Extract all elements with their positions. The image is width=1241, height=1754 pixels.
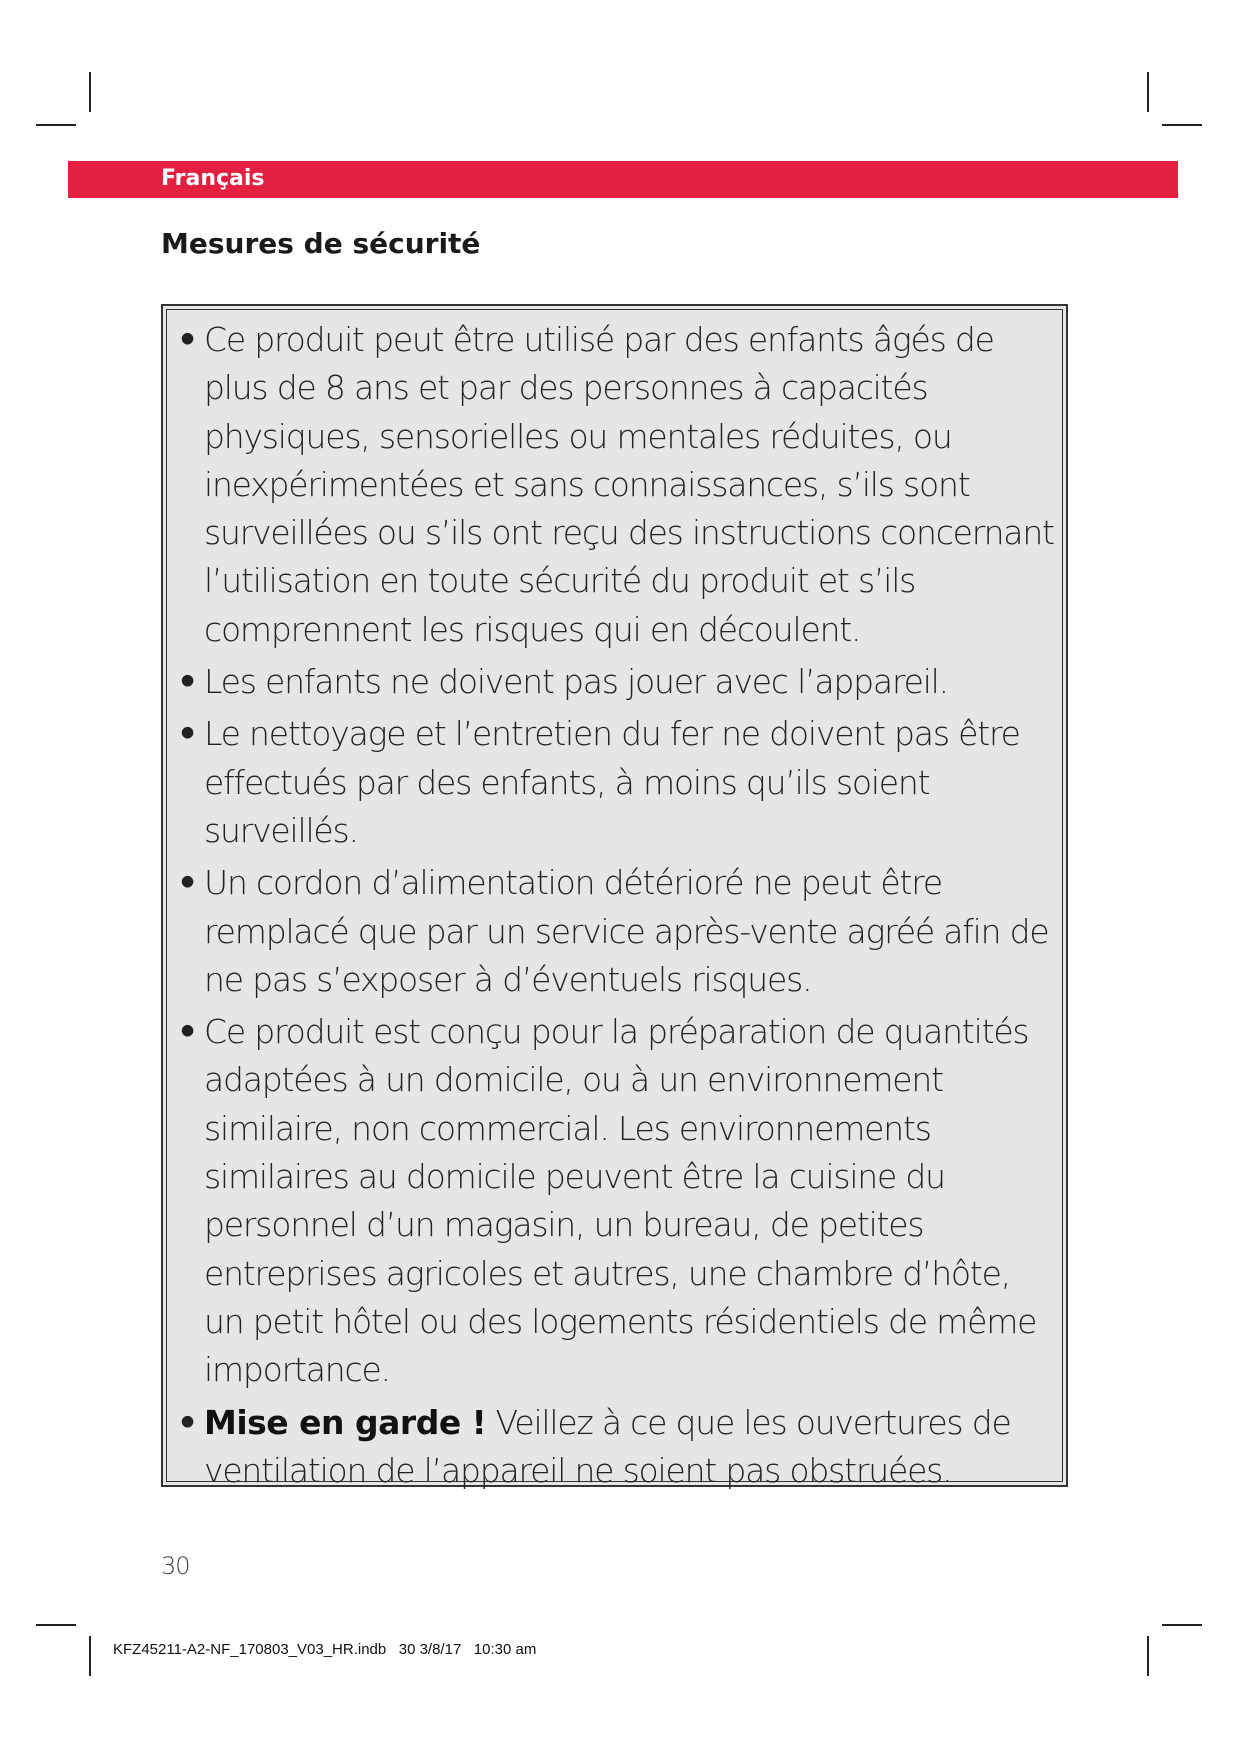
language-label: Français [161,166,265,191]
item-text: Ce produit peut être utilisé par des enfants âgés de plus de 8 ans et par des personnes à capacités physiques, sensorielles ou mentales réduites, ou inexpérimentées et sans connaissances, s’ils sont surveillées ou s’ils ont reçu des instructions concernant l’utilisation en toute sécurité du produit et s’ils comprennent les risques qui en découlent. [204,320,1054,649]
bullet-icon: • [177,1402,197,1442]
crop-mark [1147,1636,1149,1676]
crop-mark [1162,124,1202,126]
list-item [177,658,1057,706]
crop-mark [89,72,91,112]
bullet-icon: • [177,662,197,702]
bullet-icon: • [177,320,197,359]
list-item [177,710,1057,855]
list-item [177,316,1057,654]
warning-lead: Mise en garde ! [204,1402,487,1442]
section-title: Mesures de sécurité [161,227,481,260]
safety-notice-box [161,304,1068,1490]
bullet-icon: • [177,714,197,754]
item-text: Veillez à ce que les ouvertures de ventilation de l’appareil ne soient pas obstruées. [204,1402,1011,1490]
list-item [177,1399,1057,1496]
item-text: Un cordon d’alimentation détérioré ne peut être remplacé que par un service après-vente agréé afin de ne pas s’exposer à d’éventuels risques. [204,863,1049,999]
item-text: Les enfants ne doivent pas jouer avec l’appareil. [204,662,948,702]
bullet-icon: • [177,1012,197,1052]
list-item [177,859,1057,1004]
language-bar [68,161,1178,198]
bullet-icon: • [177,863,197,903]
page-number: 30 [161,1552,190,1580]
crop-mark [36,1624,76,1626]
list-item [177,1008,1057,1394]
item-text: Le nettoyage et l’entretien du fer ne doivent pas être effectués par des enfants, à moins qu’ils soient surveillés. [204,714,1020,850]
crop-mark [36,124,76,126]
item-text: Ce produit est conçu pour la préparation de quantités adaptées à un domicile, ou à un environnement similaire, non commercial. Les environnements similaires au domicile peuvent être la cuisine du personnel d’un magasin, un bureau, de petites entreprises agricoles et autres, une chambre d’hôte, un petit hôtel ou des logements résidentiels de même importance. [204,1012,1037,1390]
crop-mark [89,1636,91,1676]
crop-mark [1147,72,1149,112]
print-slug: KFZ45211-A2-NF_170803_V03_HR.indb 30 3/8/17 10:30 am [113,1641,537,1658]
safety-list [177,316,1057,1499]
crop-mark [1162,1624,1202,1626]
